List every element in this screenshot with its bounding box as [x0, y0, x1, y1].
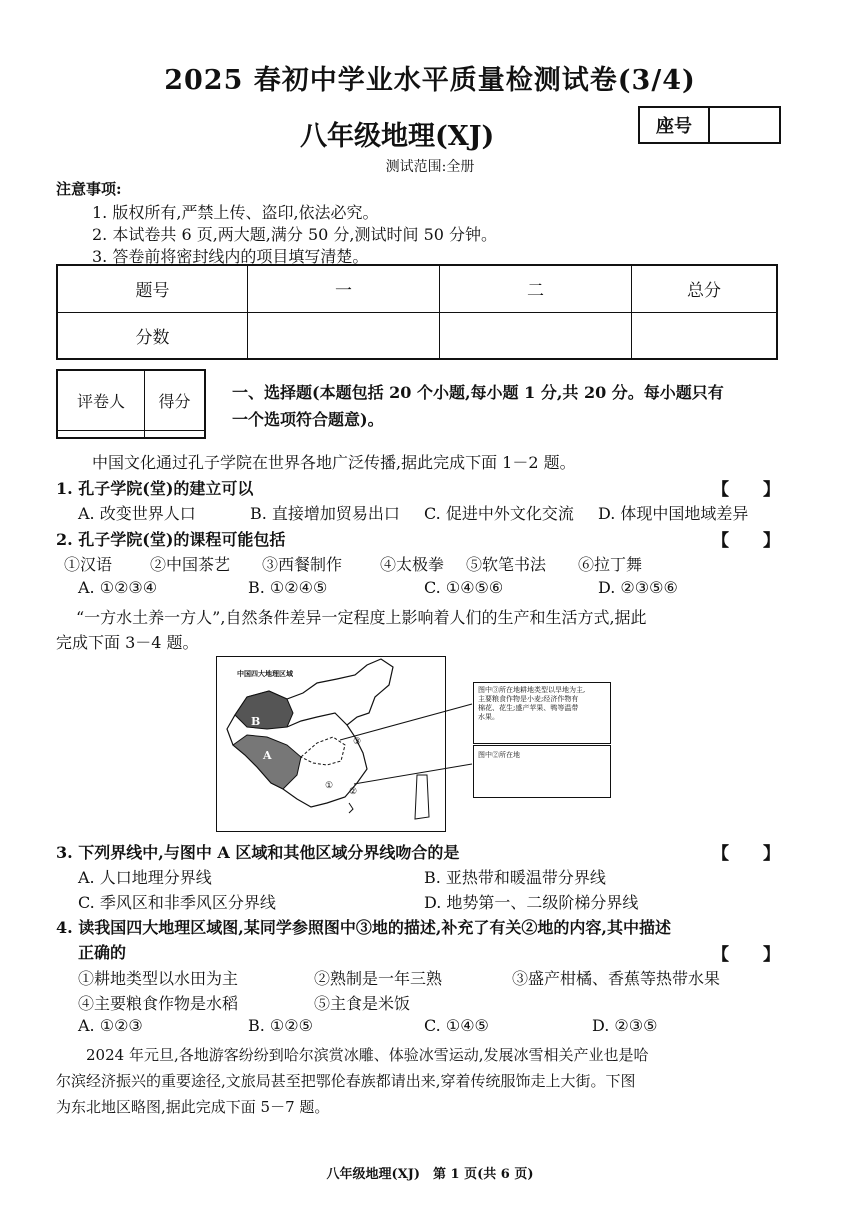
option-a: A. 改变世界人口 — [78, 504, 196, 523]
section-heading: 一、选择题(本题包括 20 个小题,每小题 1 分,共 20 分。每小题只有 — [232, 383, 724, 402]
score-value-cell — [145, 430, 205, 438]
question-1-stem: 1. 孔子学院(堂)的建立可以 — [56, 479, 254, 498]
option-a: A. ①②③④ — [78, 578, 158, 597]
notes-heading: 注意事项: — [56, 180, 122, 198]
score-table — [56, 264, 778, 360]
answer-bracket: 【 】 — [712, 844, 780, 864]
item: ⑤主食是米饭 — [314, 994, 411, 1013]
score-header: 一 — [248, 265, 440, 312]
region-a-label: A — [263, 749, 272, 762]
seat-blank — [710, 108, 779, 142]
option-b: B. 直接增加贸易出口 — [250, 504, 400, 523]
callout-line: 棉花、花生;盛产苹果、鸭等温带 — [478, 704, 579, 712]
item: ②熟制是一年三熟 — [314, 969, 443, 988]
item: ②中国茶艺 — [150, 555, 231, 574]
option-b: B. ①②④⑤ — [248, 578, 328, 597]
option-c: C. 促进中外文化交流 — [424, 504, 574, 523]
item: ⑤软笔书法 — [466, 555, 547, 574]
option-a: A. 人口地理分界线 — [78, 868, 212, 887]
page-footer: 八年级地理(XJ) 第 1 页(共 6 页) — [326, 1167, 534, 1182]
answer-bracket: 【 】 — [712, 945, 780, 965]
test-range: 测试范围:全册 — [385, 159, 475, 175]
item: ③盛产柑橘、香蕉等热带水果 — [512, 969, 721, 988]
item: ③西餐制作 — [262, 555, 343, 574]
note-item: 1. 版权所有,严禁上传、盗印,依法必究。 — [92, 203, 379, 222]
option-d: D. 地势第一、二级阶梯分界线 — [424, 893, 639, 912]
exam-subtitle: 八年级地理(XJ) — [300, 121, 495, 152]
score-cell — [440, 312, 632, 359]
seat-number-box — [638, 106, 781, 144]
intro-text: 中国文化通过孔子学院在世界各地广泛传播,据此完成下面 1－2 题。 — [92, 453, 576, 472]
callout-line: 图中③所在地耕地类型以旱地为主, — [478, 686, 586, 694]
item: ④主要粮食作物是水稻 — [78, 994, 239, 1013]
option-c: C. 季风区和非季风区分界线 — [78, 893, 276, 912]
score-label: 得分 — [145, 370, 205, 430]
intro-text: 2024 年元旦,各地游客纷纷到哈尔滨赏冰雕、体验冰雪运动,发展冰雪相关产业也是哈 — [86, 1046, 649, 1064]
score-cell — [632, 312, 778, 359]
option-d: D. 体现中国地域差异 — [598, 504, 749, 523]
note-item: 2. 本试卷共 6 页,两大题,满分 50 分,测试时间 50 分钟。 — [92, 225, 498, 244]
exam-title: 2025 春初中学业水平质量检测试卷(3/4) — [164, 65, 696, 96]
callout-region-2 — [473, 745, 611, 798]
region-2-label: ② — [349, 787, 358, 797]
item: ①耕地类型以水田为主 — [78, 969, 239, 988]
option-b: B. ①②⑤ — [248, 1016, 313, 1035]
region-3-label: ③ — [353, 737, 362, 747]
score-row-label: 分数 — [57, 312, 248, 359]
item: ④太极拳 — [380, 555, 445, 574]
answer-bracket: 【 】 — [712, 531, 780, 551]
callout-line: 主要粮食作物是小麦;经济作物有 — [478, 695, 579, 703]
reviewer-label: 评卷人 — [57, 370, 145, 430]
region-1-label: ① — [325, 781, 334, 791]
note-item: 3. 答卷前将密封线内的项目填写清楚。 — [92, 247, 369, 266]
option-d: D. ②③⑤⑥ — [598, 578, 678, 597]
region-b-label: B — [251, 715, 261, 728]
question-2-stem: 2. 孔子学院(堂)的课程可能包括 — [56, 530, 286, 549]
item: ①汉语 — [64, 555, 113, 574]
item: ⑥拉丁舞 — [578, 555, 643, 574]
score-header: 二 — [440, 265, 632, 312]
callout-line: 图中②所在地 — [478, 751, 520, 759]
question-4-stem: 4. 读我国四大地理区域图,某同学参照图中③地的描述,补充了有关②地的内容,其中描述 — [56, 918, 671, 937]
option-c: C. ①④⑤ — [424, 1016, 489, 1035]
map-title: 中国四大地理区域 — [237, 669, 293, 678]
grader-box — [56, 369, 206, 439]
option-a: A. ①②③ — [78, 1016, 143, 1035]
question-3-stem: 3. 下列界线中,与图中 A 区域和其他区域分界线吻合的是 — [56, 843, 460, 862]
question-4-stem-cont: 正确的 — [78, 943, 127, 962]
score-header: 题号 — [57, 265, 248, 312]
intro-text-cont: 尔滨经济振兴的重要途径,文旅局甚至把鄂伦春族都请出来,穿着传统服饰走上大街。下图 — [56, 1072, 636, 1090]
option-d: D. ②③⑤ — [592, 1016, 658, 1035]
intro-text-cont: 为东北地区略图,据此完成下面 5－7 题。 — [56, 1098, 330, 1116]
seat-label: 座号 — [640, 108, 710, 142]
callout-region-3 — [473, 682, 611, 744]
section-heading-cont: 一个选项符合题意)。 — [232, 410, 384, 429]
intro-text: “一方水土养一方人”,自然条件差异一定程度上影响着人们的生产和生活方式,据此 — [76, 608, 647, 627]
score-header: 总分 — [632, 265, 778, 312]
reviewer-cell — [57, 430, 145, 438]
option-c: C. ①④⑤⑥ — [424, 578, 504, 597]
score-cell — [248, 312, 440, 359]
callout-leaders — [340, 680, 480, 800]
option-b: B. 亚热带和暖温带分界线 — [424, 868, 606, 887]
callout-line: 水果。 — [478, 713, 499, 721]
intro-text-cont: 完成下面 3－4 题。 — [56, 633, 199, 652]
answer-bracket: 【 】 — [712, 480, 780, 500]
